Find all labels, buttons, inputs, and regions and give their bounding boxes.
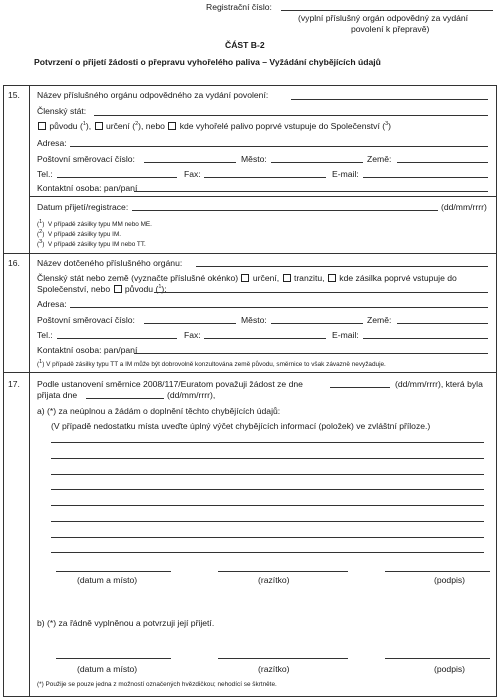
s16-email-field[interactable] bbox=[363, 338, 488, 339]
s15-note-2: ($^2$) V případě zásilky typu IM. bbox=[37, 229, 122, 239]
s16-state-line-1: Členský stát nebo země (vyznačte příslušné okénko) určení, tranzitu, kde zásilka poprvé vstupuje do bbox=[37, 273, 457, 283]
s15-authority-field[interactable] bbox=[291, 99, 488, 100]
s16-tel-field[interactable] bbox=[57, 338, 177, 339]
s17-b-date-place-label: (datum a místo) bbox=[77, 664, 138, 674]
s16-contact-field[interactable] bbox=[134, 353, 488, 354]
s15-fax-label: Fax: bbox=[184, 169, 201, 179]
s16-email-label: E-mail: bbox=[332, 330, 359, 340]
s17-b-stamp-field[interactable] bbox=[218, 658, 348, 659]
registration-field[interactable] bbox=[281, 10, 493, 11]
section-divider-16 bbox=[3, 253, 496, 254]
s17-footnote: (*) Použije se pouze jedna z možností označených hvězdičkou; nehodící se škrtněte. bbox=[37, 681, 277, 688]
s15-authority-label: Název příslušného orgánu odpovědného za vydání povolení: bbox=[37, 90, 269, 100]
s17-option-a: a) (*) za neúplnou a žádám o doplnění těchto chybějících údajů: bbox=[37, 406, 281, 416]
s17-missing-line[interactable] bbox=[51, 474, 484, 475]
s16-address-label: Adresa: bbox=[37, 299, 67, 309]
s16-authority-label: Název dotčeného příslušného orgánu: bbox=[37, 258, 183, 268]
s16-destination-checkbox[interactable] bbox=[241, 274, 249, 282]
s16-country-field[interactable] bbox=[397, 323, 488, 324]
s15-state-field[interactable] bbox=[94, 115, 488, 116]
registration-note-2: povolení k přepravě) bbox=[351, 24, 430, 34]
s17-intro-1a: Podle ustanovení směrnice 2008/117/Euratom považuji žádost ze dne bbox=[37, 379, 303, 389]
s17-intro-2a: přijata dne bbox=[37, 390, 78, 400]
section-16-number: 16. bbox=[8, 258, 20, 268]
s15-entry-checkbox[interactable] bbox=[168, 122, 176, 130]
s17-a-stamp-label: (razítko) bbox=[258, 575, 290, 585]
s15-email-label: E-mail: bbox=[332, 169, 359, 179]
s16-city-field[interactable] bbox=[271, 323, 363, 324]
s16-fax-field[interactable] bbox=[204, 338, 326, 339]
s15-note-3: ($^3$) V případě zásilky typu IM nebo TT. bbox=[37, 239, 146, 249]
s15-contact-label: Kontaktní osoba: pan/paní bbox=[37, 183, 138, 193]
s15-inner-divider bbox=[29, 196, 496, 197]
s17-a-stamp-field[interactable] bbox=[218, 571, 348, 572]
s15-role-options: původu ($^1$), určení ($^2$), nebo kde vyhořelé palivo poprvé vstupuje do Společenství ($^3$) bbox=[37, 121, 391, 131]
s15-fax-field[interactable] bbox=[204, 177, 326, 178]
s15-date-field[interactable] bbox=[132, 210, 438, 211]
section-15-number: 15. bbox=[8, 90, 20, 100]
part-title: ČÁST B-2 bbox=[225, 40, 265, 50]
s17-missing-line[interactable] bbox=[51, 537, 484, 538]
registration-note-1: (vyplní příslušný orgán odpovědný za vydání bbox=[298, 13, 469, 23]
s16-fax-label: Fax: bbox=[184, 330, 201, 340]
s17-b-date-place-field[interactable] bbox=[56, 658, 171, 659]
s17-b-signature-label: (podpis) bbox=[434, 664, 466, 674]
s17-received-date-field[interactable] bbox=[86, 398, 164, 399]
s17-a-date-place-field[interactable] bbox=[56, 571, 171, 572]
s15-postcode-field[interactable] bbox=[144, 162, 236, 163]
s17-a-date-place-label: (datum a místo) bbox=[77, 575, 138, 585]
s15-country-field[interactable] bbox=[397, 162, 488, 163]
s16-postcode-field[interactable] bbox=[144, 323, 236, 324]
s15-city-field[interactable] bbox=[271, 162, 363, 163]
s16-state-line-2: Společenství, nebo původu ($^1$): bbox=[37, 284, 167, 294]
s16-note: ($^1$) V případě zásilky typu TT a IM může být dobrovolně konzultována země původu, směrnice to však závazně nevyžaduje. bbox=[37, 359, 386, 369]
s15-date-format: (dd/mm/rrrr) bbox=[441, 202, 487, 212]
s16-authority-field[interactable] bbox=[196, 266, 488, 267]
s17-intro-2b: (dd/mm/rrrr), bbox=[167, 390, 216, 400]
s16-contact-label: Kontaktní osoba: pan/paní bbox=[37, 345, 138, 355]
s15-contact-field[interactable] bbox=[134, 191, 488, 192]
s16-entry-checkbox[interactable] bbox=[328, 274, 336, 282]
s16-transit-checkbox[interactable] bbox=[283, 274, 291, 282]
s16-origin-checkbox[interactable] bbox=[114, 285, 122, 293]
s16-postcode-label: Poštovní směrovací číslo: bbox=[37, 315, 135, 325]
s15-country-label: Země: bbox=[367, 154, 392, 164]
s16-city-label: Město: bbox=[241, 315, 267, 325]
s17-option-b: b) (*) za řádně vyplněnou a potvrzuji její přijetí. bbox=[37, 618, 215, 628]
number-column-divider bbox=[29, 85, 30, 696]
section-17-number: 17. bbox=[8, 379, 20, 389]
s15-city-label: Město: bbox=[241, 154, 267, 164]
s17-missing-line[interactable] bbox=[51, 552, 484, 553]
s17-missing-line[interactable] bbox=[51, 505, 484, 506]
s15-email-field[interactable] bbox=[363, 177, 488, 178]
s16-state-field[interactable] bbox=[154, 292, 488, 293]
s17-missing-line[interactable] bbox=[51, 458, 484, 459]
s15-origin-checkbox[interactable] bbox=[38, 122, 46, 130]
registration-label: Registrační číslo: bbox=[206, 2, 272, 12]
s15-destination-checkbox[interactable] bbox=[95, 122, 103, 130]
s15-postcode-label: Poštovní směrovací číslo: bbox=[37, 154, 135, 164]
s16-tel-label: Tel.: bbox=[37, 330, 53, 340]
section-divider-17 bbox=[3, 372, 496, 373]
s17-intro-1b: (dd/mm/rrrr), která byla bbox=[395, 379, 483, 389]
s17-b-stamp-label: (razítko) bbox=[258, 664, 290, 674]
s17-a-signature-field[interactable] bbox=[385, 571, 490, 572]
s17-option-a-note: (V případě nedostatku místa uveďte úplný výčet chybějících informací (položek) ve zvláštní příloze.) bbox=[51, 421, 431, 431]
document-title: Potvrzení o přijetí žádosti o přepravu vyhořelého paliva – Vyžádání chybějících údajů bbox=[34, 57, 381, 67]
s16-address-field[interactable] bbox=[70, 307, 488, 308]
s17-missing-line[interactable] bbox=[51, 442, 484, 443]
s15-address-label: Adresa: bbox=[37, 138, 67, 148]
s15-date-label: Datum přijetí/registrace: bbox=[37, 202, 129, 212]
s17-b-signature-field[interactable] bbox=[385, 658, 490, 659]
s15-note-1: ($^1$) V případě zásilky typu MM nebo ME. bbox=[37, 219, 152, 229]
s17-missing-line[interactable] bbox=[51, 489, 484, 490]
s15-tel-field[interactable] bbox=[57, 177, 177, 178]
s15-state-label: Členský stát: bbox=[37, 106, 87, 116]
s15-address-field[interactable] bbox=[70, 146, 488, 147]
s16-country-label: Země: bbox=[367, 315, 392, 325]
s15-tel-label: Tel.: bbox=[37, 169, 53, 179]
s17-missing-line[interactable] bbox=[51, 521, 484, 522]
s17-a-signature-label: (podpis) bbox=[434, 575, 466, 585]
s17-request-date-field[interactable] bbox=[330, 387, 390, 388]
